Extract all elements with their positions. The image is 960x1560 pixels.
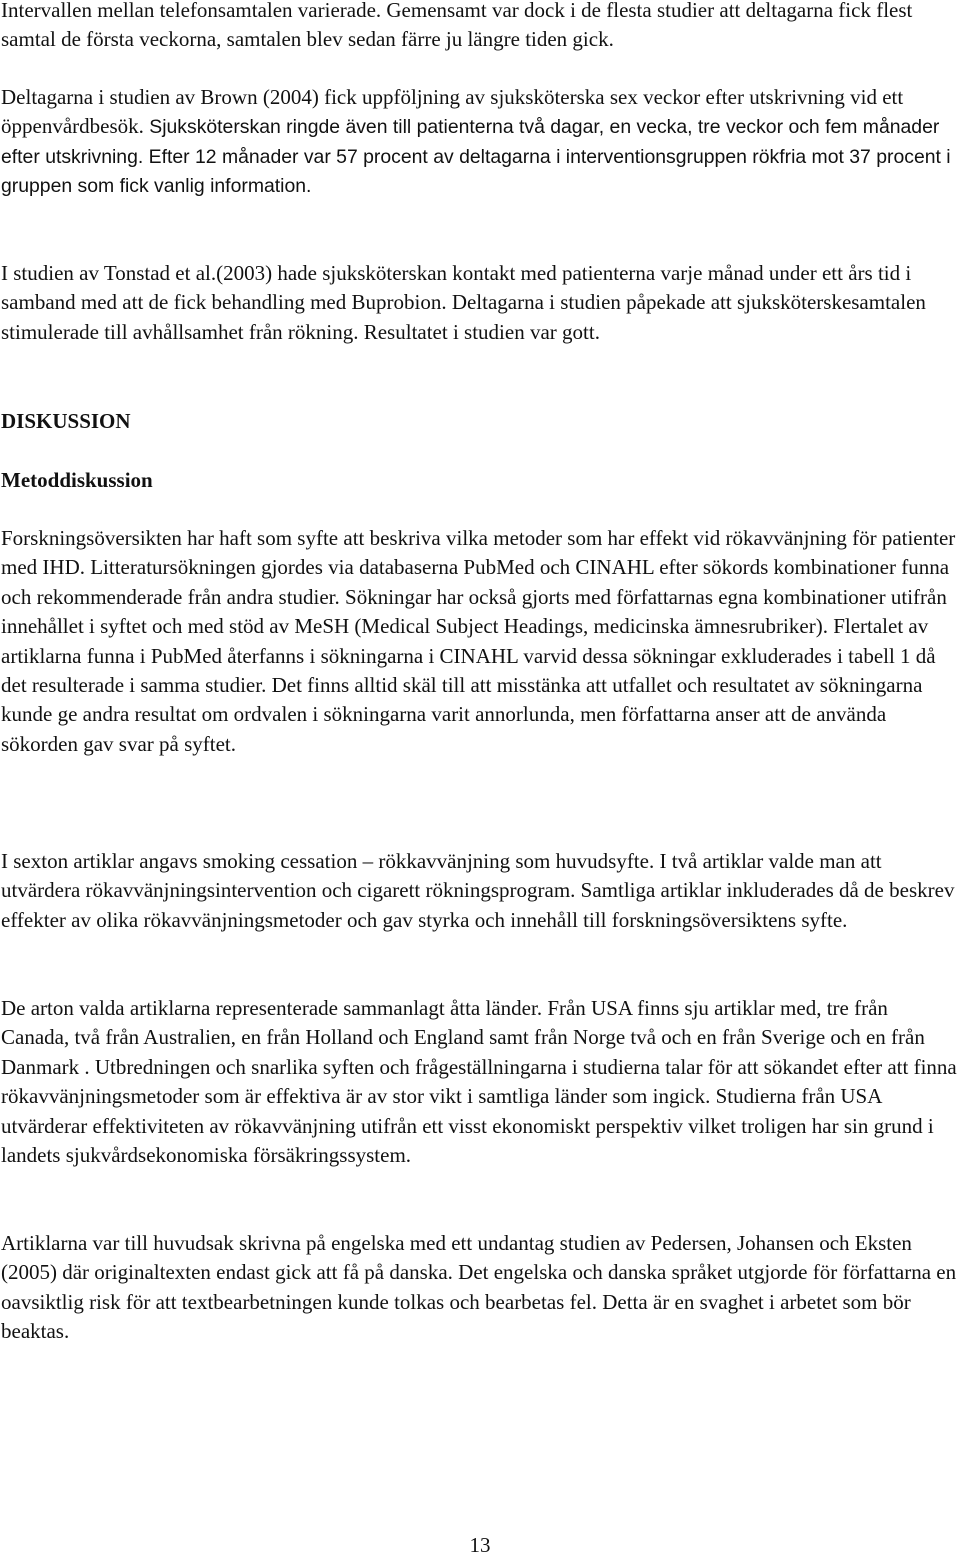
paragraph-text: Intervallen mellan telefonsamtalen varierade. Gemensamt var dock i de flesta studier att deltagarna fick flest samtal de första veckorna, samtalen blev sedan färre ju längre tiden gick. [1,0,913,52]
paragraph-sprak [1,1229,959,1347]
paragraph-arton-artiklar [1,994,959,1170]
paragraph-brown [1,83,959,202]
paragraph-tonstad [1,259,959,347]
paragraph-text: Artiklarna var till huvudsak skrivna på engelska med ett undantag studien av Pedersen, Johansen och Eksten (2005) där originaltexten endast gick att få på danska. Det engelska och danska språket utgjorde för författarna en oavsiktlig risk för att textbearbetningen kunde tolkas och bearbetas fel. Detta är en svaghet i arbetet som bör beaktas. [1,1231,957,1344]
page-number: 13 [469,1533,491,1557]
paragraph-text: Forskningsöversikten har haft som syfte att beskriva vilka metoder som har effekt vid rökavvänjning för patienter med IHD. Litteratursökningen gjordes via databaserna PubMed och CINAHL efter sökords kombinationer funna och rekommenderade från andra studier. Sökningar har också gjorts med författarnas egna kombinationer utifrån innehållet i syftet och med stöd av MeSH (Medical Subject Headings, medicinska ämnesrubriker). Flertalet av artiklarna funna i PubMed återfanns i sökningarna i CINAHL varvid dessa sökningar exkluderades i tabell 1 då det resulterade i samma studier. Det finns alltid skäl till att misstänka att utfallet och resultatet av sökningarna kunde ge andra resultat om ordvalen i sökningarna varit annorlunda, men författarna anser att de använda sökorden gav svar på syftet. [1,526,956,756]
heading-metoddiskussion: Metoddiskussion [1,468,153,492]
paragraph-sexton-artiklar [1,847,959,935]
paragraph-text: De arton valda artiklarna representerade sammanlagt åtta länder. Från USA finns sju artiklar med, tre från Canada, två från Australien, en från Holland och England samt från Norge två och en från Sverige och en från Danmark . Utbredningen och snarlika syften och frågeställningarna i studierna talar för att sökandet efter att finna rökavvänjningsmetoder som är effektiva är av stor vikt i samtliga länder som ingick. Studierna från USA utvärderar effektiviteten av rökavvänjning utifrån ett visst ekonomiskt perspektiv vilket troligen har sin grund i landets sjukvårdsekonomiska försäkringssystem. [1,996,957,1168]
heading-diskussion: DISKUSSION [1,409,131,433]
paragraph-text-serif: Deltagarna i studien av Brown (2004) fick uppföljning av sjuksköterska sex veckor efter utskrivning vid ett öppenvårdbesök. [1,85,904,139]
paragraph-text-sans: Efter 12 månader var 57 procent av deltagarna i interventionsgruppen rökfria mot 37 procent i gruppen som fick vanlig information. [1,145,951,198]
paragraph-text: I studien av Tonstad et al.(2003) hade sjuksköterskan kontakt med patienterna varje månad under ett års tid i samband med att de fick behandling med Buprobion. Deltagarna i studien påpekade att sjuksköterskesamtalen stimulerade till avhållsamhet från rökning. Resultatet i studien var gott. [1,261,926,344]
paragraph-text-sans: Sjuksköterskan ringde även till patienterna två dagar, en vecka, tre veckor och fem månader efter utskrivning. [1,116,940,168]
paragraph-text: I sexton artiklar angavs smoking cessation – rökkavvänjning som huvudsyfte. I två artiklar valde man att utvärdera rökavvänjningsintervention och cigarett rökningsprogram. Samtliga artiklar inkluderades då de beskrev effekter av olika rökavvänjningsmetoder och gav styrka och innehåll till forskningsöversiktens syfte. [1,849,955,932]
paragraph-forskningsoversikt [1,524,959,759]
paragraph-telefonsamtal [1,0,959,55]
